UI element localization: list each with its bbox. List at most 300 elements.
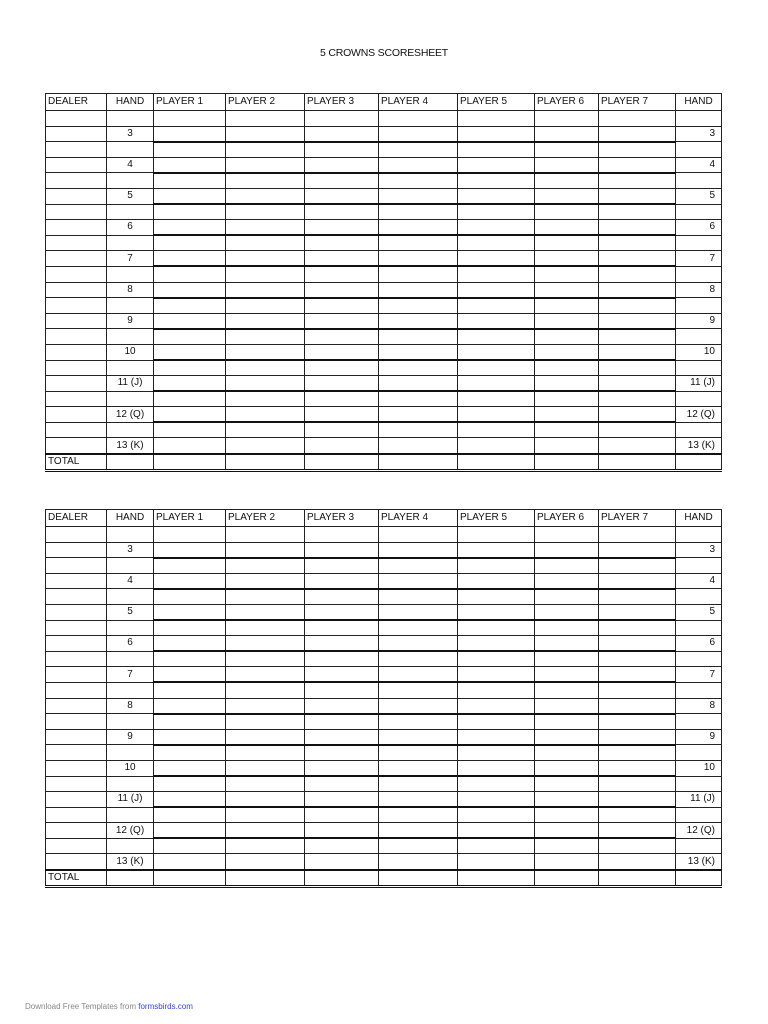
player-2-score-cell[interactable] — [226, 651, 305, 667]
player-5-score-cell[interactable] — [458, 251, 535, 267]
player-2-score-cell[interactable] — [226, 636, 305, 652]
player-3-score-cell[interactable] — [305, 391, 379, 407]
player-2-score-cell[interactable] — [226, 558, 305, 574]
player-5-score-cell[interactable] — [458, 760, 535, 776]
player-4-score-cell[interactable] — [379, 282, 458, 298]
player-1-score-cell[interactable] — [154, 682, 226, 698]
player-1-score-cell[interactable] — [154, 438, 226, 454]
player-4-score-cell[interactable] — [379, 438, 458, 454]
player-4-score-cell[interactable] — [379, 527, 458, 543]
player-2-score-cell[interactable] — [226, 376, 305, 392]
player-3-score-cell[interactable] — [305, 823, 379, 839]
player-3-score-cell[interactable] — [305, 251, 379, 267]
player-5-score-cell[interactable] — [458, 542, 535, 558]
player-7-score-cell[interactable] — [599, 407, 676, 423]
player-4-score-cell[interactable] — [379, 854, 458, 870]
player-7-score-cell[interactable] — [599, 438, 676, 454]
player-7-total-cell[interactable] — [599, 870, 676, 887]
player-5-score-cell[interactable] — [458, 235, 535, 251]
player-6-score-cell[interactable] — [535, 636, 599, 652]
dealer-cell[interactable] — [46, 220, 107, 236]
player-6-score-cell[interactable] — [535, 542, 599, 558]
player-2-score-cell[interactable] — [226, 111, 305, 127]
dealer-cell[interactable] — [46, 838, 107, 854]
player-1-score-cell[interactable] — [154, 589, 226, 605]
player-3-score-cell[interactable] — [305, 651, 379, 667]
dealer-cell[interactable] — [46, 636, 107, 652]
player-7-score-cell[interactable] — [599, 667, 676, 683]
player-2-score-cell[interactable] — [226, 589, 305, 605]
player-7-score-cell[interactable] — [599, 651, 676, 667]
player-6-score-cell[interactable] — [535, 667, 599, 683]
player-4-score-cell[interactable] — [379, 776, 458, 792]
player-3-score-cell[interactable] — [305, 838, 379, 854]
player-7-score-cell[interactable] — [599, 204, 676, 220]
player-1-score-cell[interactable] — [154, 729, 226, 745]
player-7-score-cell[interactable] — [599, 329, 676, 345]
player-6-score-cell[interactable] — [535, 126, 599, 142]
player-3-score-cell[interactable] — [305, 760, 379, 776]
player-6-score-cell[interactable] — [535, 204, 599, 220]
player-1-score-cell[interactable] — [154, 235, 226, 251]
player-2-score-cell[interactable] — [226, 266, 305, 282]
player-7-score-cell[interactable] — [599, 682, 676, 698]
player-1-score-cell[interactable] — [154, 698, 226, 714]
player-3-score-cell[interactable] — [305, 776, 379, 792]
player-4-score-cell[interactable] — [379, 142, 458, 158]
player-3-score-cell[interactable] — [305, 807, 379, 823]
player-7-score-cell[interactable] — [599, 298, 676, 314]
dealer-cell[interactable] — [46, 589, 107, 605]
player-5-score-cell[interactable] — [458, 745, 535, 761]
player-5-score-cell[interactable] — [458, 220, 535, 236]
dealer-cell[interactable] — [46, 298, 107, 314]
player-6-score-cell[interactable] — [535, 188, 599, 204]
player-4-score-cell[interactable] — [379, 542, 458, 558]
player-5-total-cell[interactable] — [458, 870, 535, 887]
player-5-score-cell[interactable] — [458, 527, 535, 543]
dealer-cell[interactable] — [46, 111, 107, 127]
player-6-score-cell[interactable] — [535, 838, 599, 854]
player-7-score-cell[interactable] — [599, 558, 676, 574]
player-3-score-cell[interactable] — [305, 313, 379, 329]
player-2-score-cell[interactable] — [226, 188, 305, 204]
player-2-score-cell[interactable] — [226, 329, 305, 345]
player-3-score-cell[interactable] — [305, 854, 379, 870]
player-6-score-cell[interactable] — [535, 391, 599, 407]
player-6-score-cell[interactable] — [535, 298, 599, 314]
dealer-cell[interactable] — [46, 329, 107, 345]
player-4-score-cell[interactable] — [379, 573, 458, 589]
player-7-score-cell[interactable] — [599, 527, 676, 543]
player-5-score-cell[interactable] — [458, 620, 535, 636]
player-4-score-cell[interactable] — [379, 745, 458, 761]
player-3-score-cell[interactable] — [305, 360, 379, 376]
player-4-score-cell[interactable] — [379, 729, 458, 745]
dealer-cell[interactable] — [46, 854, 107, 870]
player-4-score-cell[interactable] — [379, 407, 458, 423]
player-3-score-cell[interactable] — [305, 667, 379, 683]
dealer-cell[interactable] — [46, 823, 107, 839]
player-6-total-cell[interactable] — [535, 454, 599, 471]
player-7-score-cell[interactable] — [599, 282, 676, 298]
player-3-score-cell[interactable] — [305, 204, 379, 220]
player-1-score-cell[interactable] — [154, 792, 226, 808]
player-1-score-cell[interactable] — [154, 251, 226, 267]
player-3-score-cell[interactable] — [305, 698, 379, 714]
player-5-total-cell[interactable] — [458, 454, 535, 471]
player-3-score-cell[interactable] — [305, 682, 379, 698]
player-4-score-cell[interactable] — [379, 698, 458, 714]
player-2-score-cell[interactable] — [226, 682, 305, 698]
player-7-score-cell[interactable] — [599, 573, 676, 589]
player-2-score-cell[interactable] — [226, 745, 305, 761]
dealer-cell[interactable] — [46, 745, 107, 761]
player-2-score-cell[interactable] — [226, 298, 305, 314]
player-6-score-cell[interactable] — [535, 329, 599, 345]
player-6-score-cell[interactable] — [535, 776, 599, 792]
player-3-score-cell[interactable] — [305, 220, 379, 236]
player-7-score-cell[interactable] — [599, 422, 676, 438]
player-5-score-cell[interactable] — [458, 313, 535, 329]
player-4-score-cell[interactable] — [379, 251, 458, 267]
player-3-score-cell[interactable] — [305, 527, 379, 543]
player-7-score-cell[interactable] — [599, 220, 676, 236]
player-6-score-cell[interactable] — [535, 589, 599, 605]
player-4-score-cell[interactable] — [379, 220, 458, 236]
player-5-score-cell[interactable] — [458, 142, 535, 158]
player-5-score-cell[interactable] — [458, 329, 535, 345]
dealer-cell[interactable] — [46, 391, 107, 407]
player-5-score-cell[interactable] — [458, 126, 535, 142]
player-2-score-cell[interactable] — [226, 391, 305, 407]
player-2-score-cell[interactable] — [226, 527, 305, 543]
player-5-score-cell[interactable] — [458, 558, 535, 574]
player-1-score-cell[interactable] — [154, 620, 226, 636]
player-6-score-cell[interactable] — [535, 282, 599, 298]
player-1-score-cell[interactable] — [154, 204, 226, 220]
player-7-score-cell[interactable] — [599, 313, 676, 329]
player-2-score-cell[interactable] — [226, 667, 305, 683]
player-3-score-cell[interactable] — [305, 589, 379, 605]
player-2-score-cell[interactable] — [226, 823, 305, 839]
player-2-score-cell[interactable] — [226, 220, 305, 236]
player-7-score-cell[interactable] — [599, 636, 676, 652]
player-2-score-cell[interactable] — [226, 438, 305, 454]
player-2-total-cell[interactable] — [226, 454, 305, 471]
dealer-cell[interactable] — [46, 698, 107, 714]
dealer-cell[interactable] — [46, 344, 107, 360]
dealer-cell[interactable] — [46, 776, 107, 792]
player-2-score-cell[interactable] — [226, 698, 305, 714]
player-1-score-cell[interactable] — [154, 714, 226, 730]
player-7-score-cell[interactable] — [599, 376, 676, 392]
player-1-score-cell[interactable] — [154, 604, 226, 620]
player-5-score-cell[interactable] — [458, 157, 535, 173]
player-5-score-cell[interactable] — [458, 838, 535, 854]
player-1-score-cell[interactable] — [154, 126, 226, 142]
player-2-total-cell[interactable] — [226, 870, 305, 887]
player-2-score-cell[interactable] — [226, 838, 305, 854]
player-7-score-cell[interactable] — [599, 126, 676, 142]
player-3-score-cell[interactable] — [305, 111, 379, 127]
dealer-cell[interactable] — [46, 157, 107, 173]
player-1-score-cell[interactable] — [154, 823, 226, 839]
dealer-cell[interactable] — [46, 313, 107, 329]
player-4-score-cell[interactable] — [379, 126, 458, 142]
player-7-score-cell[interactable] — [599, 235, 676, 251]
player-6-score-cell[interactable] — [535, 266, 599, 282]
player-7-score-cell[interactable] — [599, 620, 676, 636]
dealer-cell[interactable] — [46, 667, 107, 683]
player-3-score-cell[interactable] — [305, 344, 379, 360]
player-1-score-cell[interactable] — [154, 407, 226, 423]
player-1-score-cell[interactable] — [154, 376, 226, 392]
player-5-score-cell[interactable] — [458, 776, 535, 792]
player-3-score-cell[interactable] — [305, 266, 379, 282]
player-4-score-cell[interactable] — [379, 792, 458, 808]
player-3-score-cell[interactable] — [305, 126, 379, 142]
player-6-score-cell[interactable] — [535, 651, 599, 667]
player-6-score-cell[interactable] — [535, 407, 599, 423]
player-1-score-cell[interactable] — [154, 636, 226, 652]
player-4-score-cell[interactable] — [379, 807, 458, 823]
player-2-score-cell[interactable] — [226, 204, 305, 220]
player-3-score-cell[interactable] — [305, 142, 379, 158]
dealer-cell[interactable] — [46, 251, 107, 267]
player-7-score-cell[interactable] — [599, 760, 676, 776]
player-5-score-cell[interactable] — [458, 589, 535, 605]
player-4-score-cell[interactable] — [379, 204, 458, 220]
player-7-score-cell[interactable] — [599, 173, 676, 189]
dealer-cell[interactable] — [46, 792, 107, 808]
player-6-total-cell[interactable] — [535, 870, 599, 887]
player-6-score-cell[interactable] — [535, 360, 599, 376]
player-5-score-cell[interactable] — [458, 344, 535, 360]
player-7-score-cell[interactable] — [599, 604, 676, 620]
player-7-score-cell[interactable] — [599, 266, 676, 282]
player-4-score-cell[interactable] — [379, 714, 458, 730]
player-7-total-cell[interactable] — [599, 454, 676, 471]
player-2-score-cell[interactable] — [226, 407, 305, 423]
player-2-score-cell[interactable] — [226, 142, 305, 158]
player-6-score-cell[interactable] — [535, 173, 599, 189]
player-5-score-cell[interactable] — [458, 298, 535, 314]
dealer-cell[interactable] — [46, 188, 107, 204]
player-5-score-cell[interactable] — [458, 667, 535, 683]
player-4-score-cell[interactable] — [379, 376, 458, 392]
dealer-cell[interactable] — [46, 360, 107, 376]
player-4-score-cell[interactable] — [379, 620, 458, 636]
player-7-score-cell[interactable] — [599, 391, 676, 407]
player-6-score-cell[interactable] — [535, 745, 599, 761]
player-2-score-cell[interactable] — [226, 422, 305, 438]
player-3-score-cell[interactable] — [305, 573, 379, 589]
player-4-score-cell[interactable] — [379, 604, 458, 620]
player-4-score-cell[interactable] — [379, 589, 458, 605]
player-6-score-cell[interactable] — [535, 823, 599, 839]
player-2-score-cell[interactable] — [226, 620, 305, 636]
player-4-total-cell[interactable] — [379, 870, 458, 887]
player-1-score-cell[interactable] — [154, 188, 226, 204]
player-4-score-cell[interactable] — [379, 838, 458, 854]
player-2-score-cell[interactable] — [226, 776, 305, 792]
player-7-score-cell[interactable] — [599, 698, 676, 714]
player-4-score-cell[interactable] — [379, 173, 458, 189]
player-3-score-cell[interactable] — [305, 714, 379, 730]
player-1-score-cell[interactable] — [154, 157, 226, 173]
player-7-score-cell[interactable] — [599, 344, 676, 360]
player-3-score-cell[interactable] — [305, 329, 379, 345]
player-7-score-cell[interactable] — [599, 776, 676, 792]
player-4-score-cell[interactable] — [379, 188, 458, 204]
player-2-score-cell[interactable] — [226, 344, 305, 360]
player-1-score-cell[interactable] — [154, 651, 226, 667]
player-6-score-cell[interactable] — [535, 573, 599, 589]
player-3-score-cell[interactable] — [305, 745, 379, 761]
player-2-score-cell[interactable] — [226, 235, 305, 251]
player-7-score-cell[interactable] — [599, 792, 676, 808]
player-7-score-cell[interactable] — [599, 542, 676, 558]
player-3-score-cell[interactable] — [305, 235, 379, 251]
player-2-score-cell[interactable] — [226, 157, 305, 173]
player-1-score-cell[interactable] — [154, 173, 226, 189]
player-2-score-cell[interactable] — [226, 313, 305, 329]
player-1-score-cell[interactable] — [154, 329, 226, 345]
player-1-score-cell[interactable] — [154, 282, 226, 298]
player-4-total-cell[interactable] — [379, 454, 458, 471]
player-4-score-cell[interactable] — [379, 329, 458, 345]
player-2-score-cell[interactable] — [226, 807, 305, 823]
dealer-cell[interactable] — [46, 266, 107, 282]
dealer-cell[interactable] — [46, 760, 107, 776]
player-6-score-cell[interactable] — [535, 157, 599, 173]
player-4-score-cell[interactable] — [379, 360, 458, 376]
player-6-score-cell[interactable] — [535, 527, 599, 543]
player-5-score-cell[interactable] — [458, 438, 535, 454]
player-7-score-cell[interactable] — [599, 157, 676, 173]
player-2-score-cell[interactable] — [226, 714, 305, 730]
player-4-score-cell[interactable] — [379, 667, 458, 683]
player-3-score-cell[interactable] — [305, 542, 379, 558]
player-1-score-cell[interactable] — [154, 667, 226, 683]
dealer-cell[interactable] — [46, 573, 107, 589]
player-4-score-cell[interactable] — [379, 682, 458, 698]
player-4-score-cell[interactable] — [379, 422, 458, 438]
player-6-score-cell[interactable] — [535, 220, 599, 236]
player-1-score-cell[interactable] — [154, 111, 226, 127]
player-6-score-cell[interactable] — [535, 235, 599, 251]
dealer-cell[interactable] — [46, 173, 107, 189]
player-7-score-cell[interactable] — [599, 714, 676, 730]
player-2-score-cell[interactable] — [226, 173, 305, 189]
player-4-score-cell[interactable] — [379, 313, 458, 329]
player-4-score-cell[interactable] — [379, 636, 458, 652]
player-6-score-cell[interactable] — [535, 438, 599, 454]
player-5-score-cell[interactable] — [458, 854, 535, 870]
dealer-cell[interactable] — [46, 376, 107, 392]
player-1-score-cell[interactable] — [154, 760, 226, 776]
player-4-score-cell[interactable] — [379, 391, 458, 407]
player-7-score-cell[interactable] — [599, 745, 676, 761]
player-3-score-cell[interactable] — [305, 636, 379, 652]
player-6-score-cell[interactable] — [535, 604, 599, 620]
dealer-cell[interactable] — [46, 407, 107, 423]
dealer-cell[interactable] — [46, 682, 107, 698]
dealer-cell[interactable] — [46, 620, 107, 636]
player-6-score-cell[interactable] — [535, 698, 599, 714]
player-6-score-cell[interactable] — [535, 111, 599, 127]
player-6-score-cell[interactable] — [535, 422, 599, 438]
player-1-score-cell[interactable] — [154, 542, 226, 558]
player-5-score-cell[interactable] — [458, 651, 535, 667]
player-4-score-cell[interactable] — [379, 157, 458, 173]
player-3-score-cell[interactable] — [305, 604, 379, 620]
player-6-score-cell[interactable] — [535, 854, 599, 870]
player-3-score-cell[interactable] — [305, 558, 379, 574]
player-3-score-cell[interactable] — [305, 157, 379, 173]
player-2-score-cell[interactable] — [226, 729, 305, 745]
player-4-score-cell[interactable] — [379, 235, 458, 251]
player-7-score-cell[interactable] — [599, 729, 676, 745]
player-2-score-cell[interactable] — [226, 251, 305, 267]
player-3-score-cell[interactable] — [305, 422, 379, 438]
player-3-score-cell[interactable] — [305, 792, 379, 808]
player-7-score-cell[interactable] — [599, 823, 676, 839]
player-7-score-cell[interactable] — [599, 854, 676, 870]
player-4-score-cell[interactable] — [379, 344, 458, 360]
player-3-score-cell[interactable] — [305, 188, 379, 204]
player-2-score-cell[interactable] — [226, 760, 305, 776]
player-5-score-cell[interactable] — [458, 188, 535, 204]
player-5-score-cell[interactable] — [458, 823, 535, 839]
player-6-score-cell[interactable] — [535, 558, 599, 574]
player-1-score-cell[interactable] — [154, 422, 226, 438]
player-1-score-cell[interactable] — [154, 344, 226, 360]
player-5-score-cell[interactable] — [458, 391, 535, 407]
player-6-score-cell[interactable] — [535, 807, 599, 823]
player-4-score-cell[interactable] — [379, 651, 458, 667]
player-5-score-cell[interactable] — [458, 698, 535, 714]
player-2-score-cell[interactable] — [226, 604, 305, 620]
player-5-score-cell[interactable] — [458, 266, 535, 282]
player-7-score-cell[interactable] — [599, 360, 676, 376]
dealer-cell[interactable] — [46, 235, 107, 251]
player-5-score-cell[interactable] — [458, 604, 535, 620]
player-3-total-cell[interactable] — [305, 870, 379, 887]
footer-link[interactable]: formsbirds.com — [138, 1002, 193, 1011]
dealer-cell[interactable] — [46, 527, 107, 543]
dealer-cell[interactable] — [46, 558, 107, 574]
player-6-score-cell[interactable] — [535, 376, 599, 392]
player-3-score-cell[interactable] — [305, 438, 379, 454]
player-3-score-cell[interactable] — [305, 729, 379, 745]
player-3-score-cell[interactable] — [305, 407, 379, 423]
player-5-score-cell[interactable] — [458, 792, 535, 808]
player-3-score-cell[interactable] — [305, 376, 379, 392]
player-2-score-cell[interactable] — [226, 542, 305, 558]
player-6-score-cell[interactable] — [535, 714, 599, 730]
player-3-score-cell[interactable] — [305, 298, 379, 314]
player-4-score-cell[interactable] — [379, 760, 458, 776]
player-1-score-cell[interactable] — [154, 266, 226, 282]
dealer-cell[interactable] — [46, 651, 107, 667]
player-6-score-cell[interactable] — [535, 142, 599, 158]
player-1-score-cell[interactable] — [154, 142, 226, 158]
player-1-total-cell[interactable] — [154, 870, 226, 887]
player-2-score-cell[interactable] — [226, 126, 305, 142]
player-4-score-cell[interactable] — [379, 111, 458, 127]
